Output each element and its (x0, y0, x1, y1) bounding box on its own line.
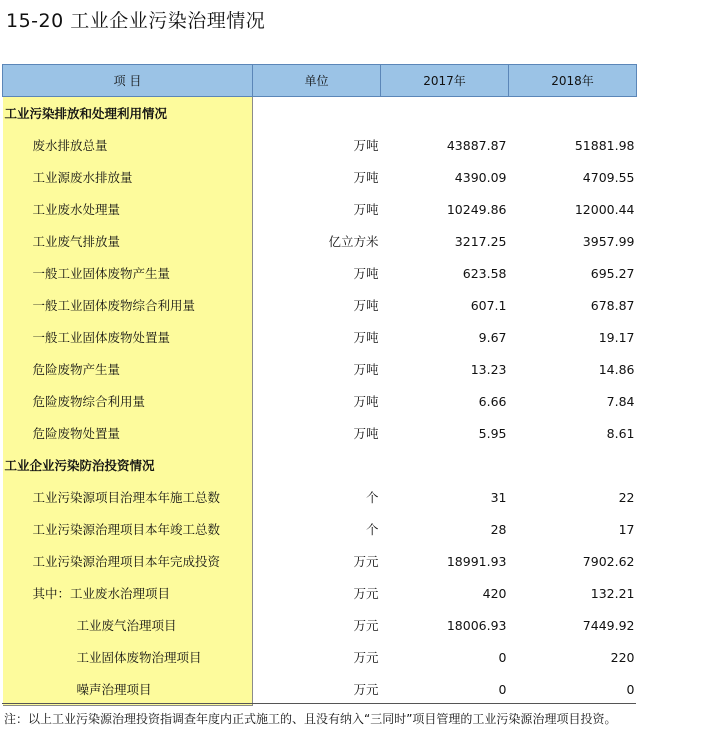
row-item-label: 工业固体废物治理项目 (3, 641, 253, 673)
row-item-label: 废水排放总量 (3, 129, 253, 161)
row-value-2018: 3957.99 (582, 233, 635, 249)
row-value-2017: 18991.93 (446, 553, 507, 569)
row-unit: 万吨 (353, 330, 379, 345)
table-row (3, 289, 637, 321)
row-unit: 万元 (353, 586, 379, 601)
header-year-2018: 2018年 (509, 65, 637, 97)
row-item-label: 工业企业污染防治投资情况 (3, 449, 253, 481)
table-row (3, 577, 637, 609)
row-value-2018: 51881.98 (574, 137, 635, 153)
table-row (3, 225, 637, 257)
table-row (3, 641, 637, 673)
row-value-2017: 5.95 (478, 425, 507, 441)
row-unit: 万吨 (353, 266, 379, 281)
row-value-2018: 8.61 (606, 425, 635, 441)
row-unit: 万吨 (353, 298, 379, 313)
row-unit: 亿立方米 (328, 234, 379, 249)
row-value-2017: 18006.93 (446, 617, 507, 633)
row-value-2018: 0 (626, 681, 635, 697)
row-value-2018 (509, 97, 637, 130)
row-item-label: 工业污染排放和处理利用情况 (3, 97, 253, 130)
row-item-label: 一般工业固体废物处置量 (3, 321, 253, 353)
table-row (3, 609, 637, 641)
row-value-2018: 7902.62 (582, 553, 635, 569)
header-unit: 单位 (253, 65, 381, 97)
table-row (3, 257, 637, 289)
row-value-2018: 132.21 (590, 585, 635, 601)
row-value-2018: 7449.92 (582, 617, 635, 633)
section-row (3, 449, 637, 481)
row-value-2018: 678.87 (590, 297, 635, 313)
row-value-2018: 14.86 (598, 361, 635, 377)
row-unit: 万元 (353, 650, 379, 665)
row-item-label: 危险废物综合利用量 (3, 385, 253, 417)
row-value-2018: 22 (618, 489, 635, 505)
row-item-label: 噪声治理项目 (3, 673, 253, 706)
row-unit: 万元 (353, 682, 379, 698)
table-row (3, 481, 637, 513)
row-unit (253, 449, 381, 481)
row-item-label: 危险废物处置量 (3, 417, 253, 449)
row-unit: 个 (365, 522, 379, 537)
row-item-label: 一般工业固体废物产生量 (3, 257, 253, 289)
row-value-2017 (381, 449, 509, 481)
row-unit: 个 (365, 490, 379, 505)
row-value-2018: 17 (618, 521, 635, 537)
row-value-2017: 0 (498, 649, 507, 665)
row-unit: 万吨 (353, 138, 379, 153)
row-value-2017 (381, 97, 509, 130)
note-divider (2, 703, 636, 704)
header-item: 项 目 (3, 65, 253, 97)
row-value-2017: 0 (498, 681, 507, 697)
table-header-row (3, 65, 637, 97)
row-item-label: 工业污染源治理项目本年完成投资 (3, 545, 253, 577)
row-item-label: 工业废水处理量 (3, 193, 253, 225)
table-row (3, 513, 637, 545)
row-unit: 万吨 (353, 202, 379, 217)
row-unit: 万吨 (353, 170, 379, 185)
row-item-label: 工业废气排放量 (3, 225, 253, 257)
row-value-2017: 43887.87 (446, 137, 507, 153)
table-row (3, 161, 637, 193)
footnote: 注：以上工业污染源治理投资指调查年度内正式施工的、且没有纳入“三同时”项目管理的工业污染源治理项目投资。 (4, 712, 617, 726)
pollution-table (2, 64, 637, 706)
table-row (3, 417, 637, 449)
table-body (3, 97, 637, 706)
table-row (3, 385, 637, 417)
row-item-label: 工业源废水排放量 (3, 161, 253, 193)
row-value-2018: 7.84 (606, 393, 635, 409)
row-unit: 万元 (353, 554, 379, 569)
row-value-2017: 28 (490, 521, 507, 537)
row-value-2018 (509, 449, 637, 481)
row-value-2017: 420 (482, 585, 507, 601)
row-unit (253, 97, 381, 130)
row-value-2017: 10249.86 (446, 201, 507, 217)
row-unit: 万吨 (353, 394, 379, 409)
row-item-label: 其中：工业废水治理项目 (3, 577, 253, 609)
row-item-label: 一般工业固体废物综合利用量 (3, 289, 253, 321)
row-unit: 万元 (353, 618, 379, 633)
row-value-2018: 695.27 (590, 265, 635, 281)
page-title: 15-20 工业企业污染治理情况 (6, 10, 266, 32)
table-row (3, 353, 637, 385)
row-unit: 万吨 (353, 362, 379, 377)
row-item-label: 工业废气治理项目 (3, 609, 253, 641)
row-value-2017: 9.67 (478, 329, 507, 345)
row-item-label: 工业污染源治理项目本年竣工总数 (3, 513, 253, 545)
row-value-2018: 12000.44 (574, 201, 635, 217)
row-value-2018: 220 (610, 649, 635, 665)
row-value-2018: 19.17 (598, 329, 635, 345)
table-row (3, 193, 637, 225)
row-unit: 万吨 (353, 426, 379, 441)
row-value-2017: 6.66 (478, 393, 507, 409)
row-value-2017: 31 (490, 489, 507, 505)
row-value-2017: 13.23 (470, 361, 507, 377)
table-row (3, 545, 637, 577)
row-value-2017: 623.58 (462, 265, 507, 281)
row-value-2017: 3217.25 (454, 233, 507, 249)
row-value-2017: 4390.09 (454, 169, 507, 185)
table-row (3, 129, 637, 161)
row-item-label: 工业污染源项目治理本年施工总数 (3, 481, 253, 513)
table-row (3, 321, 637, 353)
section-row (3, 97, 637, 130)
table-row (3, 673, 637, 706)
row-value-2017: 607.1 (470, 297, 507, 313)
row-item-label: 危险废物产生量 (3, 353, 253, 385)
row-value-2018: 4709.55 (582, 169, 635, 185)
header-year-2017: 2017年 (381, 65, 509, 97)
